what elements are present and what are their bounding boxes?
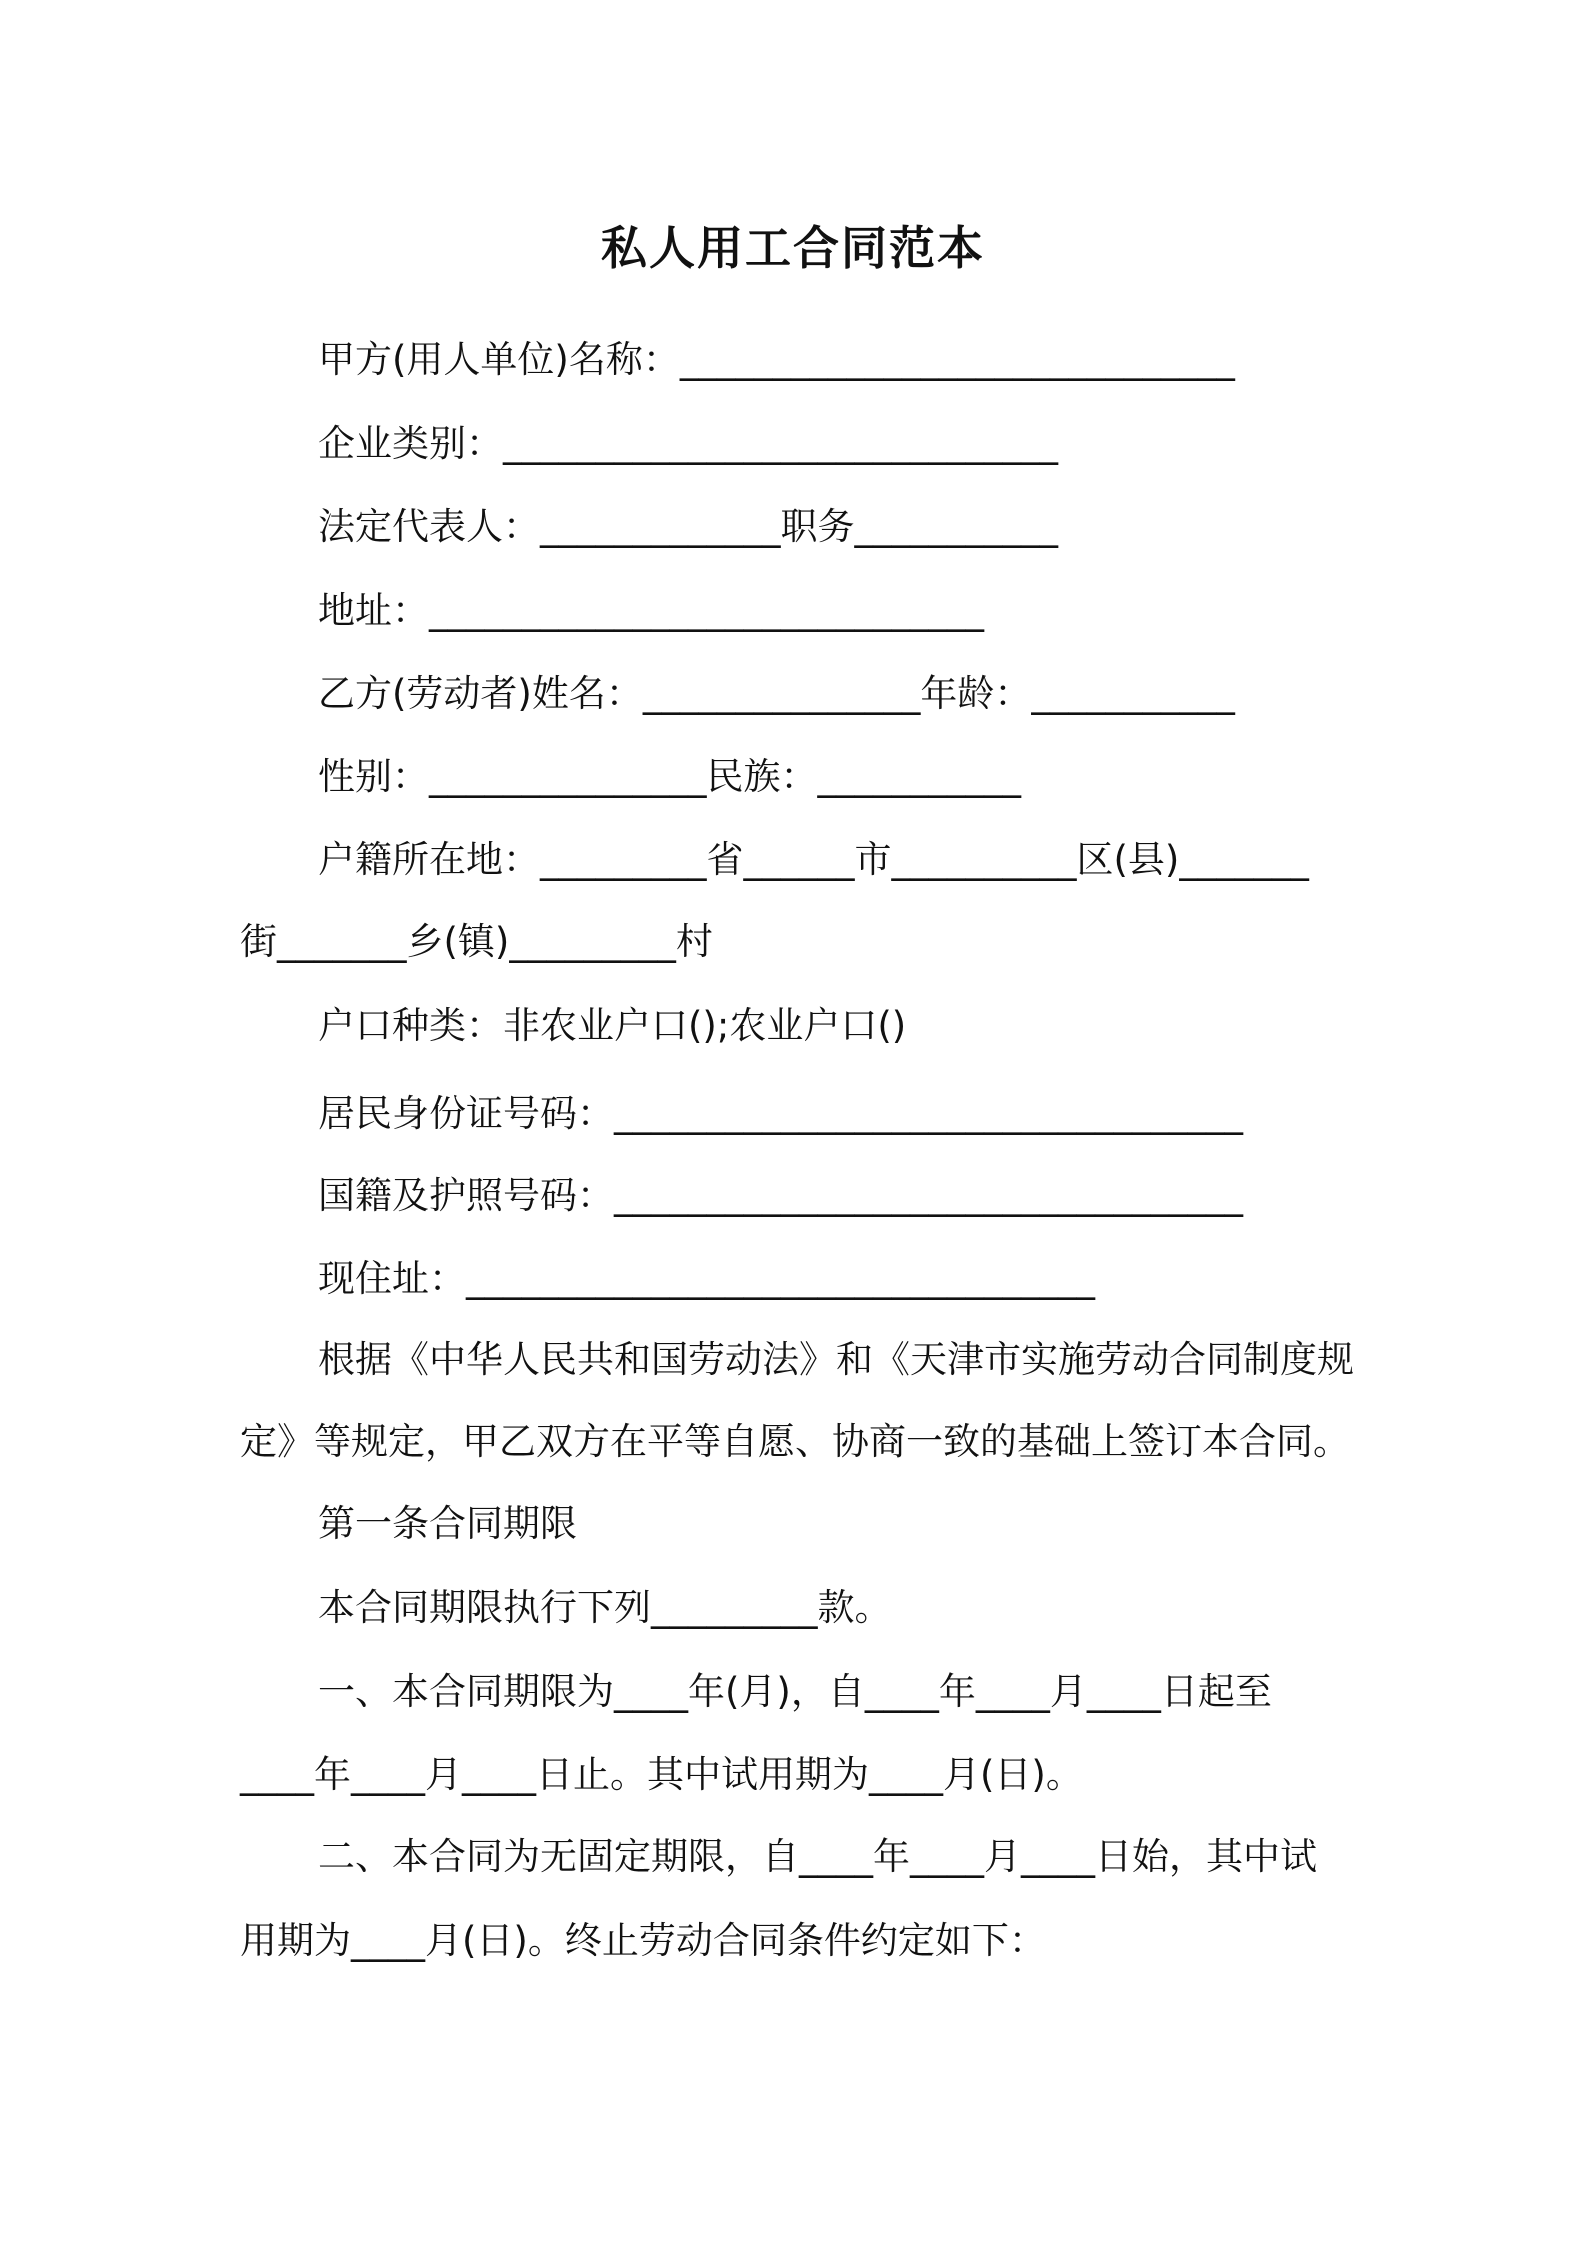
household-location-line: 户籍所在地：_________省______市__________区(县)_______ — [318, 838, 1309, 881]
address-line: 地址：______________________________ — [318, 589, 984, 632]
preamble-paragraph-line-1: 根据《中华人民共和国劳动法》和《天津市实施劳动合同制度规 — [318, 1338, 1354, 1381]
open-term-clause-line-1: 二、本合同为无固定期限，自____年____月____日始，其中试 — [318, 1835, 1317, 1878]
gender-ethnicity-line: 性别：_______________民族：___________ — [318, 755, 1021, 798]
contract-term-clause-line: 本合同期限执行下列_________款。 — [318, 1586, 892, 1629]
household-location-continued-line: 街_______乡(镇)_________村 — [240, 920, 713, 963]
enterprise-type-line: 企业类别：______________________________ — [318, 422, 1058, 465]
legal-representative-line: 法定代表人：_____________职务___________ — [318, 505, 1058, 548]
fixed-term-clause-line-1: 一、本合同期限为____年(月)，自____年____月____日起至 — [318, 1670, 1272, 1713]
article-one-heading: 第一条合同期限 — [318, 1502, 577, 1545]
current-address-line: 现住址：__________________________________ — [318, 1257, 1095, 1300]
nationality-passport-line: 国籍及护照号码：__________________________________ — [318, 1174, 1243, 1217]
open-term-clause-line-2: 用期为____月(日)。终止劳动合同条件约定如下： — [240, 1919, 1046, 1962]
employee-name-line: 乙方(劳动者)姓名：_______________年龄：___________ — [318, 672, 1235, 715]
fixed-term-clause-line-2: ____年____月____日止。其中试用期为____月(日)。 — [240, 1753, 1083, 1796]
id-card-number-line: 居民身份证号码：__________________________________ — [318, 1092, 1243, 1135]
preamble-paragraph-line-2: 定》等规定，甲乙双方在平等自愿、协商一致的基础上签订本合同。 — [240, 1420, 1350, 1463]
household-type-line: 户口种类：非农业户口();农业户口() — [318, 1004, 907, 1047]
document-title: 私人用工合同范本 — [601, 221, 985, 275]
employer-name-line: 甲方(用人单位)名称：______________________________ — [318, 338, 1235, 381]
